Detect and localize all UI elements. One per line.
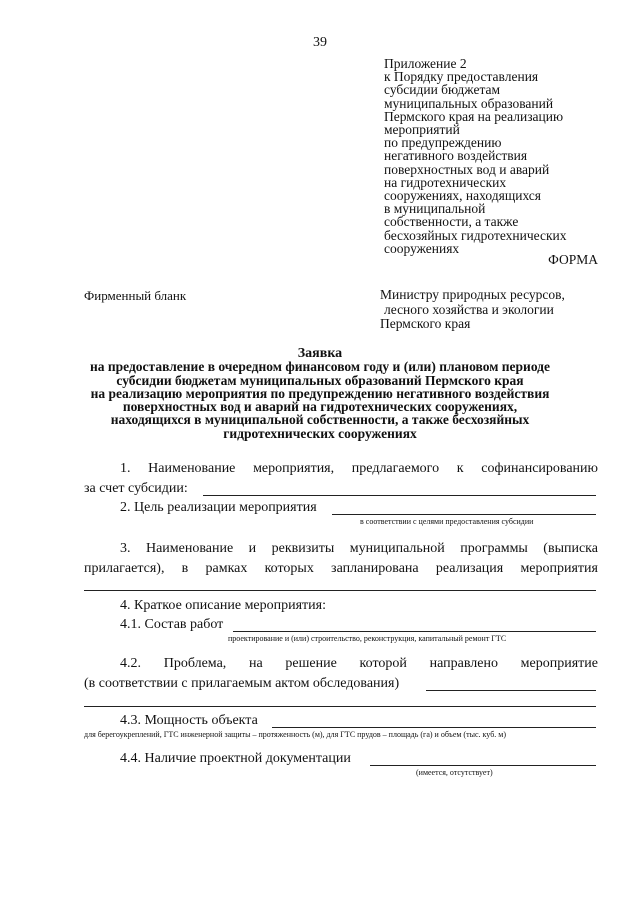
item-4-2-field-cont[interactable] <box>84 706 596 707</box>
appendix-line: бесхозяйных гидротехнических <box>384 227 567 243</box>
item-1-label: 1. Наименование мероприятия, предлагаемого к софинансированию <box>120 461 598 476</box>
addressee-block <box>380 288 605 332</box>
addressee-line: Пермского края <box>380 316 471 331</box>
letterhead-label: Фирменный бланк <box>84 288 187 303</box>
page-number: 39 <box>313 35 327 50</box>
appendix-line: к Порядку предоставления <box>384 69 539 85</box>
title-line: гидротехнических сооружениях <box>223 425 417 441</box>
item-1-label-cont: за счет субсидии: <box>84 481 188 496</box>
appendix-header <box>384 57 599 255</box>
title-heading: Заявка <box>297 346 343 361</box>
title-line: субсидии бюджетам муниципальных образований Пермского края <box>116 372 524 388</box>
item-3-label-cont: прилагается), в рамках которых запланирована реализация мероприятия <box>84 561 598 576</box>
item-4-1-label: 4.1. Состав работ <box>120 617 224 632</box>
title-line: находящихся в муниципальной собственности, а также бесхозяйных <box>110 412 530 428</box>
appendix-line: Приложение 2 <box>384 56 467 71</box>
item-2-hint: в соответствии с целями предоставления субсидии <box>360 517 534 526</box>
item-4-3-label: 4.3. Мощность объекта <box>120 713 258 728</box>
item-4-2-label-cont: (в соответствии с прилагаемым актом обследования) <box>84 676 400 691</box>
appendix-line: негативного воздействия <box>384 148 528 164</box>
addressee-line: лесного хозяйства и экологии <box>384 301 554 317</box>
item-2-label: 2. Цель реализации мероприятия <box>120 500 317 515</box>
appendix-line: поверхностных вод и аварий <box>384 161 550 177</box>
appendix-line: Пермского края на реализацию <box>384 108 564 124</box>
appendix-line: субсидии бюджетам <box>384 82 501 98</box>
item-4-3-hint: для берегоукреплений, ГТС инженерной защиты – протяженность (м), для ГТС прудов – площадь (га) и объем (тыс. куб. м) <box>84 730 506 739</box>
title-line: поверхностных вод и аварий на гидротехнических сооружениях, <box>122 399 518 415</box>
appendix-line: на гидротехнических <box>384 174 507 190</box>
item-4-2-field[interactable] <box>426 690 596 691</box>
appendix-line: по предупреждению <box>384 135 502 151</box>
appendix-line: муниципальных образований <box>384 95 554 111</box>
item-1-field[interactable] <box>203 495 596 496</box>
item-4-3-field[interactable] <box>272 727 596 728</box>
document-title <box>60 347 580 440</box>
item-4-4-label: 4.4. Наличие проектной документации <box>120 751 351 766</box>
form-label: ФОРМА <box>548 252 598 267</box>
title-line: на реализацию мероприятия по предупреждению негативного воздействия <box>90 385 550 401</box>
item-4-4-hint: (имеется, отсутствует) <box>416 768 493 777</box>
item-4-1-field[interactable] <box>233 631 596 632</box>
appendix-line: сооружениях, находящихся <box>384 188 542 204</box>
item-3-label: 3. Наименование и реквизиты муниципальной программы (выписка <box>120 541 598 556</box>
addressee-line: Министру природных ресурсов, <box>380 287 565 302</box>
appendix-line: собственности, а также <box>384 214 519 230</box>
appendix-line: мероприятий <box>384 122 460 138</box>
appendix-line: в муниципальной <box>384 201 486 217</box>
item-4-1-hint: проектирование и (или) строительство, реконструкция, капитальный ремонт ГТС <box>228 634 507 643</box>
item-4-2-label: 4.2. Проблема, на решение которой направлено мероприятие <box>120 656 598 671</box>
appendix-line: сооружениях <box>384 240 460 256</box>
title-line: на предоставление в очередном финансовом году и (или) плановом периоде <box>89 359 551 375</box>
item-4-label: 4. Краткое описание мероприятия: <box>120 598 327 613</box>
item-3-field[interactable] <box>84 590 596 591</box>
item-4-4-field[interactable] <box>370 765 596 766</box>
item-2-field[interactable] <box>332 514 596 515</box>
